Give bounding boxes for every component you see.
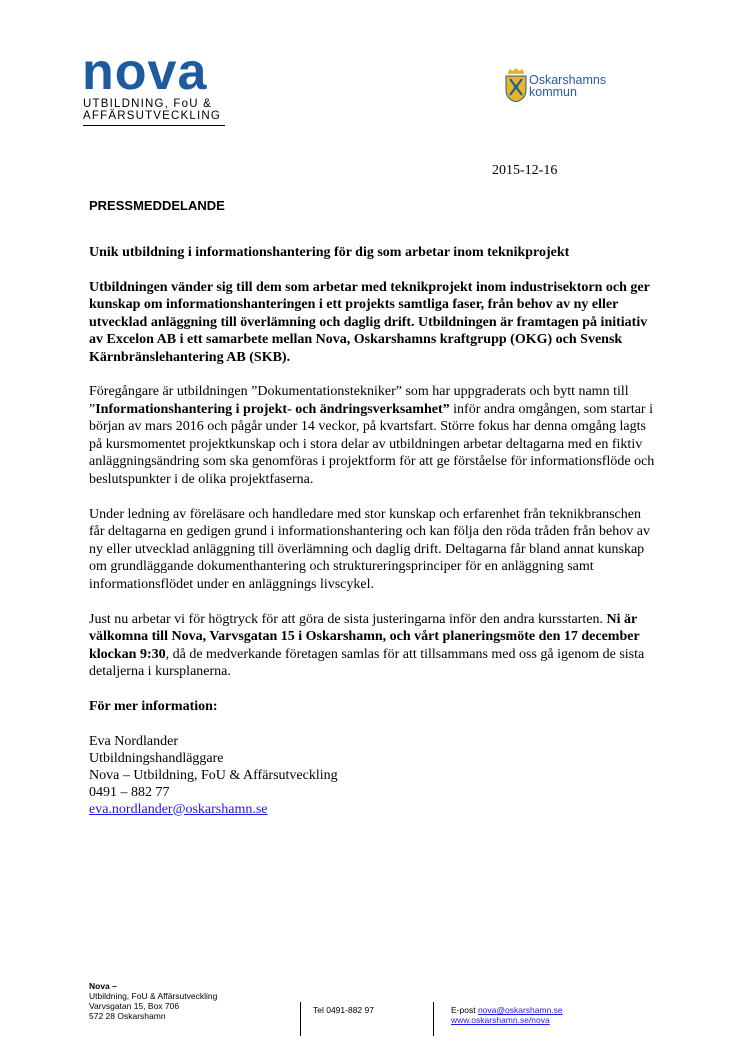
more-info-heading: För mer information:: [89, 699, 218, 714]
footer-contact: [451, 1005, 563, 1025]
nova-logo: [82, 43, 232, 132]
paragraph-1: [89, 383, 659, 488]
paragraph-1-text-a: Föregångare är utbildningen ”Dokumentationstekniker” som har uppgraderats och bytt namn till ”: [89, 384, 629, 417]
contact-org: Nova – Utbildning, FoU & Affärsutveckling: [89, 767, 338, 783]
ingress-paragraph: Utbildningen vänder sig till dem som arbetar med teknikprojekt inom industrisektorn och ger kunskap om informationshanteringen i ett projekts samtliga faser, från behov av ny eller utvecklad anläggning till överlämning och daglig drift. Utbildningen är framtagen på initiativ av Excelon AB i ett samarbete mellan Nova, Oskarshamns kraftgrupp (OKG) och Svensk Kärnbränslehantering AB (SKB).: [89, 279, 650, 365]
footer-phone: Tel 0491-882 97: [313, 1005, 374, 1015]
footer-divider: [300, 1002, 301, 1036]
paragraph-3: [89, 611, 659, 681]
contact-title: Utbildningshandläggare: [89, 750, 224, 766]
footer: [89, 981, 689, 1031]
footer-email-label: E-post: [451, 1005, 478, 1015]
paragraph-2: Under ledning av föreläsare och handledare med stor kunskap och erfarenhet från teknikbranschen får deltagarna en gedigen grund i informationshantering och kan följa den röda tråden från behov av ny eller utvecklad anläggning till överlämning och daglig drift. Deltagarna får bland annat kunskap om grundläggande dokumenthantering och struktureringsprinciper för en anläggning samt informationsflödet under en anläggnings livscykel.: [89, 506, 650, 592]
footer-org-name: Nova –: [89, 981, 117, 991]
nova-logo-underline: [83, 125, 225, 126]
footer-website-link[interactable]: www.oskarshamn.se/nova: [451, 1015, 550, 1025]
nova-logo-word: nova: [82, 43, 208, 101]
municipality-logo: [505, 68, 645, 108]
contact-block: [89, 733, 659, 818]
nova-logo-line1: UTBILDNING, FoU &: [83, 98, 213, 110]
footer-address-line2: 572 28 Oskarshamn: [89, 1011, 166, 1021]
paragraph-1-course-name: Informationshantering i projekt- och ändringsverksamhet”: [95, 401, 450, 417]
headline: Unik utbildning i informationshantering för dig som arbetar inom teknikprojekt: [89, 245, 570, 260]
contact-phone: 0491 – 882 77: [89, 784, 170, 800]
nova-logo-line2: AFFÄRSUTVECKLING: [83, 110, 222, 122]
municipality-line1: Oskarshamns: [529, 73, 607, 87]
municipality-name: [529, 74, 606, 98]
municipality-crest-icon: [505, 68, 527, 102]
document-type-label: PRESSMEDDELANDE: [89, 198, 225, 213]
contact-email-link[interactable]: eva.nordlander@oskarshamn.se: [89, 801, 268, 817]
footer-org-sub: Utbildning, FoU & Affärsutveckling: [89, 991, 218, 1001]
document-date: 2015-12-16: [492, 163, 558, 178]
footer-address-line1: Varvsgatan 15, Box 706: [89, 1001, 180, 1011]
paragraph-3-text-a: Just nu arbetar vi för högtryck för att göra de sista justeringarna inför den andra kursstarten.: [89, 611, 607, 627]
footer-divider: [433, 1002, 434, 1036]
paragraph-1-text-b: inför andra omgången, som startar i början av mars 2016 och pågår under 14 veckor, på kvartsfart. Större fokus har denna omgång lagts på kursmomentet projektkunskap och i stora delar av utbildningen arbetar deltagarna med en fiktiv anläggningsändring som ska genomföras i projektform för att ge förståelse för informationsflöde och beslutspunkter i de olika projektfaserna.: [89, 401, 655, 487]
footer-address: [89, 981, 217, 1021]
paragraph-3-text-b: , då de medverkande företagen samlas för att tillsammans med oss gå igenom de sista detaljerna i kursplanerna.: [89, 646, 645, 679]
nova-logo-tagline: [83, 98, 221, 122]
document-body: [89, 244, 659, 818]
paragraph-3-invitation: Ni är välkomna till Nova, Varvsgatan 15 i Oskarshamn, och vårt planeringsmöte den 17 december klockan 9:30: [89, 611, 640, 662]
contact-name: Eva Nordlander: [89, 733, 179, 749]
municipality-line2: kommun: [529, 85, 577, 99]
footer-email-link[interactable]: nova@oskarshamn.se: [477, 1005, 563, 1015]
